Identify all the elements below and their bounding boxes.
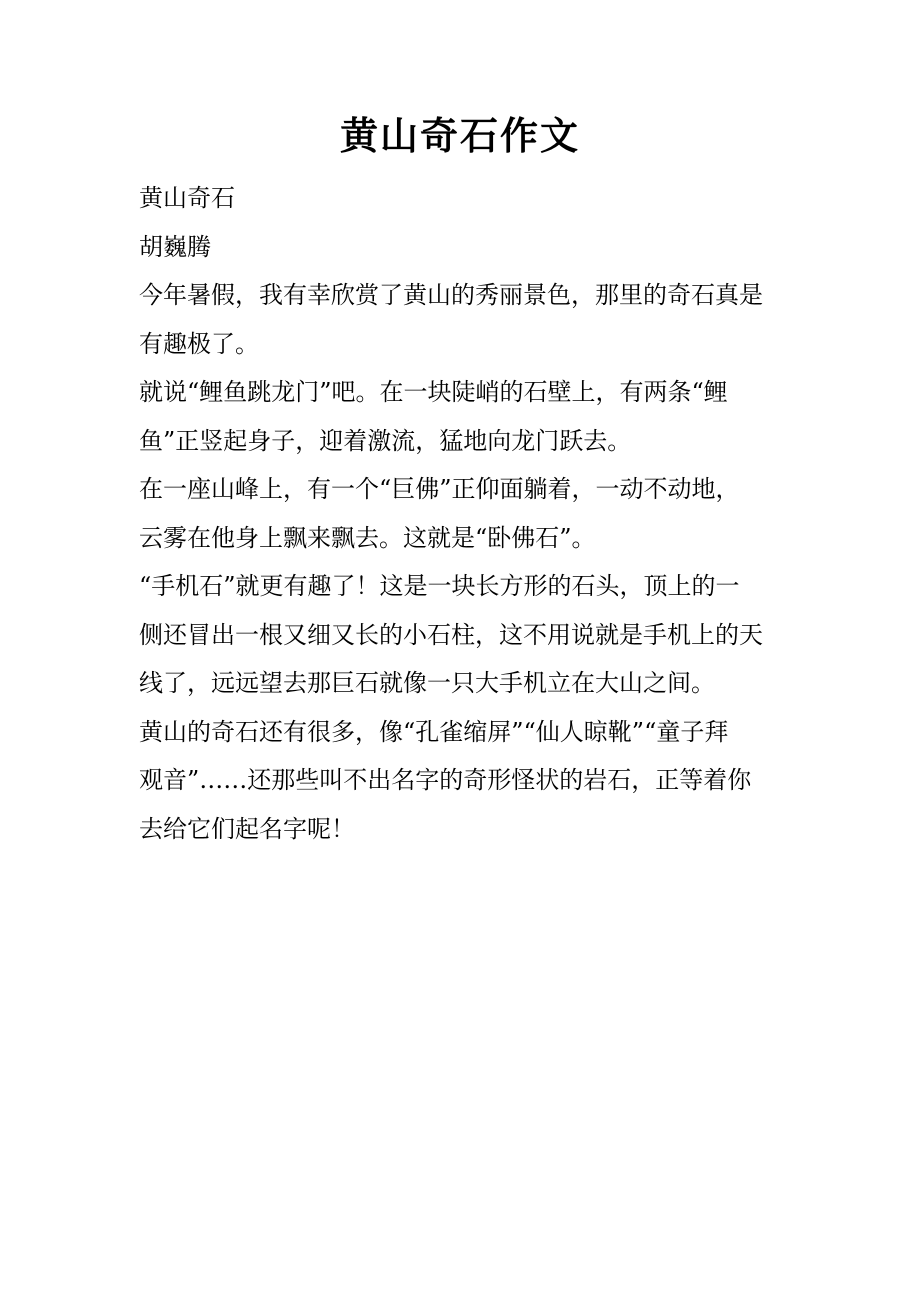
text-line: 就说“鲤鱼跳龙门”吧。在一块陡峭的石壁上，有两条“鲤	[139, 378, 728, 406]
text-line: 观音”……还那些叫不出名字的奇形怪状的岩石，正等着你	[139, 766, 752, 794]
text-line: 在一座山峰上，有一个“巨佛”正仰面躺着，一动不动地，	[139, 475, 740, 503]
subtitle-line: 黄山奇石	[139, 184, 235, 212]
author-line: 胡巍腾	[139, 232, 211, 261]
text-line: “手机石”就更有趣了！这是一块长方形的石头，顶上的一	[139, 572, 740, 600]
text-line: 侧还冒出一根又细又长的小石柱，这不用说就是手机上的天	[139, 620, 763, 649]
text-line: 有趣极了。	[139, 329, 259, 358]
document-title: 黄山奇石作文	[339, 113, 580, 158]
text-line: 今年暑假，我有幸欣赏了黄山的秀丽景色，那里的奇石真是	[139, 281, 763, 309]
text-line: 云雾在他身上飘来飘去。这就是“卧佛石”。	[139, 523, 596, 552]
text-line: 去给它们起名字呢！	[139, 814, 355, 843]
text-line: 鱼”正竖起身子，迎着激流，猛地向龙门跃去。	[139, 426, 632, 455]
text-line: 线了，远远望去那巨石就像一只大手机立在大山之间。	[139, 669, 715, 697]
text-line: 黄山的奇石还有很多，像“孔雀缩屏”“仙人晾靴”“童子拜	[139, 717, 729, 746]
document-body	[139, 174, 809, 853]
